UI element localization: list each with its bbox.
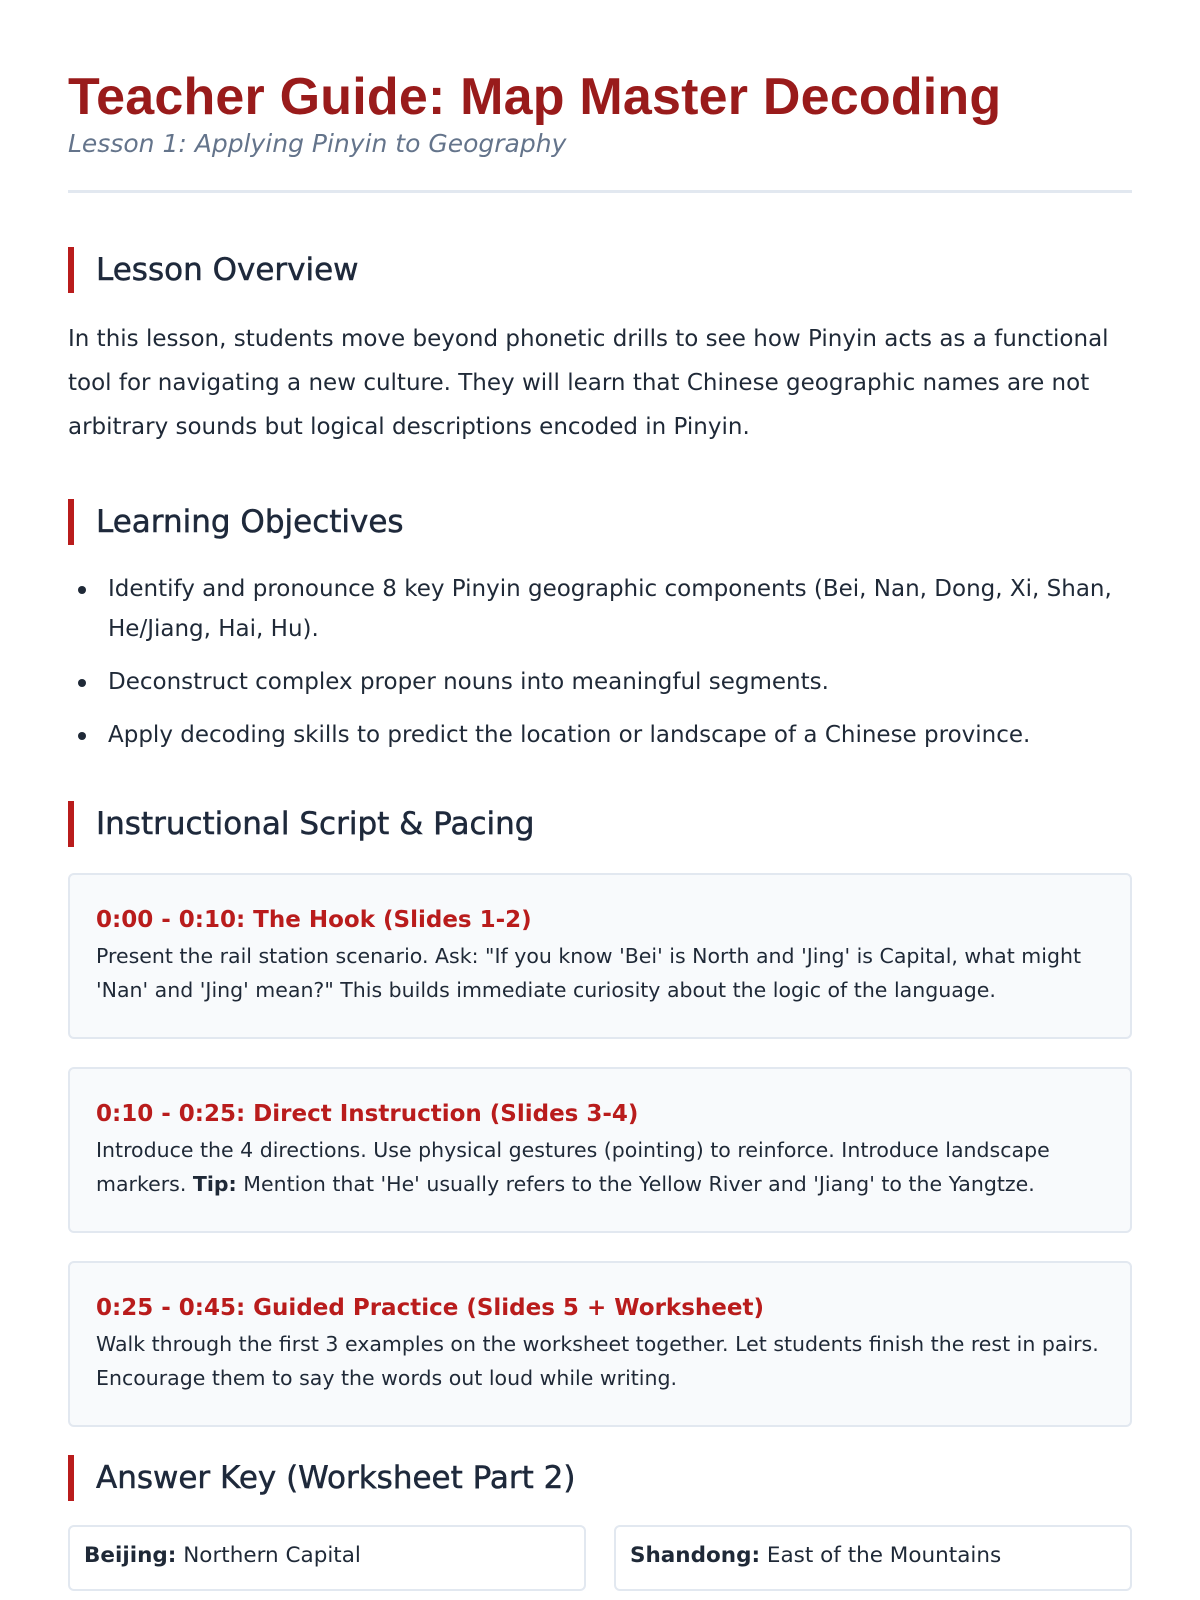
pacing-card-body-text: Introduce the 4 directions. Use physical gestures (pointing) to reinforce. Introduce landscape markers.	[96, 1138, 1050, 1196]
answer-key-item	[614, 1525, 1132, 1591]
pacing-list	[68, 873, 1132, 1427]
answer-key-grid	[68, 1525, 1132, 1591]
answer-key-item	[68, 1525, 586, 1591]
pacing-card-guided-practice	[68, 1261, 1132, 1427]
page-title: Teacher Guide: Map Master Decoding	[68, 68, 1002, 126]
list-item	[68, 715, 1132, 755]
pacing-card-tip-text: Mention that 'He' usually refers to the Yellow River and 'Jiang' to the Yangtze.	[243, 1172, 1035, 1196]
document-header	[68, 0, 1132, 193]
bullet-icon	[78, 679, 86, 687]
learning-objectives-section	[68, 499, 1132, 755]
answer-meaning: Northern Capital	[183, 1543, 361, 1568]
pacing-card-body: Walk through the first 3 examples on the worksheet together. Let students finish the rest in pairs. Encourage them to say the words out loud while writing.	[96, 1332, 1099, 1390]
objective-text: Apply decoding skills to predict the location or landscape of a Chinese province.	[108, 722, 1031, 748]
pacing-card-title: 0:10 - 0:25: Direct Instruction (Slides 3-4)	[96, 1101, 639, 1127]
objective-text: Identify and pronounce 8 key Pinyin geographic components (Bei, Nan, Dong, Xi, Shan, He/Jiang, Hai, Hu).	[108, 576, 1112, 642]
lesson-overview-heading: Lesson Overview	[68, 247, 1132, 293]
answer-key-section	[68, 1455, 1132, 1591]
bullet-icon	[78, 732, 86, 740]
list-item	[68, 569, 1132, 649]
pacing-card-direct-instruction	[68, 1067, 1132, 1233]
answer-term: Shandong:	[630, 1543, 761, 1568]
pacing-card-title: 0:25 - 0:45: Guided Practice (Slides 5 + Worksheet)	[96, 1295, 764, 1321]
answer-term: Beijing:	[84, 1543, 177, 1568]
page-subtitle: Lesson 1: Applying Pinyin to Geography	[68, 129, 567, 158]
learning-objectives-heading: Learning Objectives	[68, 499, 1132, 545]
objective-text: Deconstruct complex proper nouns into meaningful segments.	[108, 669, 829, 695]
pacing-card-title: 0:00 - 0:10: The Hook (Slides 1-2)	[96, 907, 532, 933]
instructional-script-heading: Instructional Script & Pacing	[68, 801, 1132, 847]
pacing-card-body	[96, 1133, 1104, 1201]
pacing-card-hook	[68, 873, 1132, 1039]
instructional-script-section	[68, 801, 1132, 1427]
answer-key-heading: Answer Key (Worksheet Part 2)	[68, 1455, 1132, 1501]
pacing-card-body: Present the rail station scenario. Ask: "If you know 'Bei' is North and 'Jing' is Capital, what might 'Nan' and 'Jing' mean?" This builds immediate curiosity about the logic of the language.	[96, 944, 1082, 1002]
lesson-overview-section	[68, 247, 1132, 449]
bullet-icon	[78, 586, 86, 594]
list-item	[68, 662, 1132, 702]
answer-meaning: East of the Mountains	[766, 1543, 1002, 1568]
lesson-overview-text: In this lesson, students move beyond phonetic drills to see how Pinyin acts as a functional tool for navigating a new culture. They will learn that Chinese geographic names are not arbitrary sounds but logical descriptions encoded in Pinyin.	[68, 326, 1109, 440]
tip-label: Tip:	[192, 1172, 237, 1196]
objectives-list	[68, 569, 1132, 755]
